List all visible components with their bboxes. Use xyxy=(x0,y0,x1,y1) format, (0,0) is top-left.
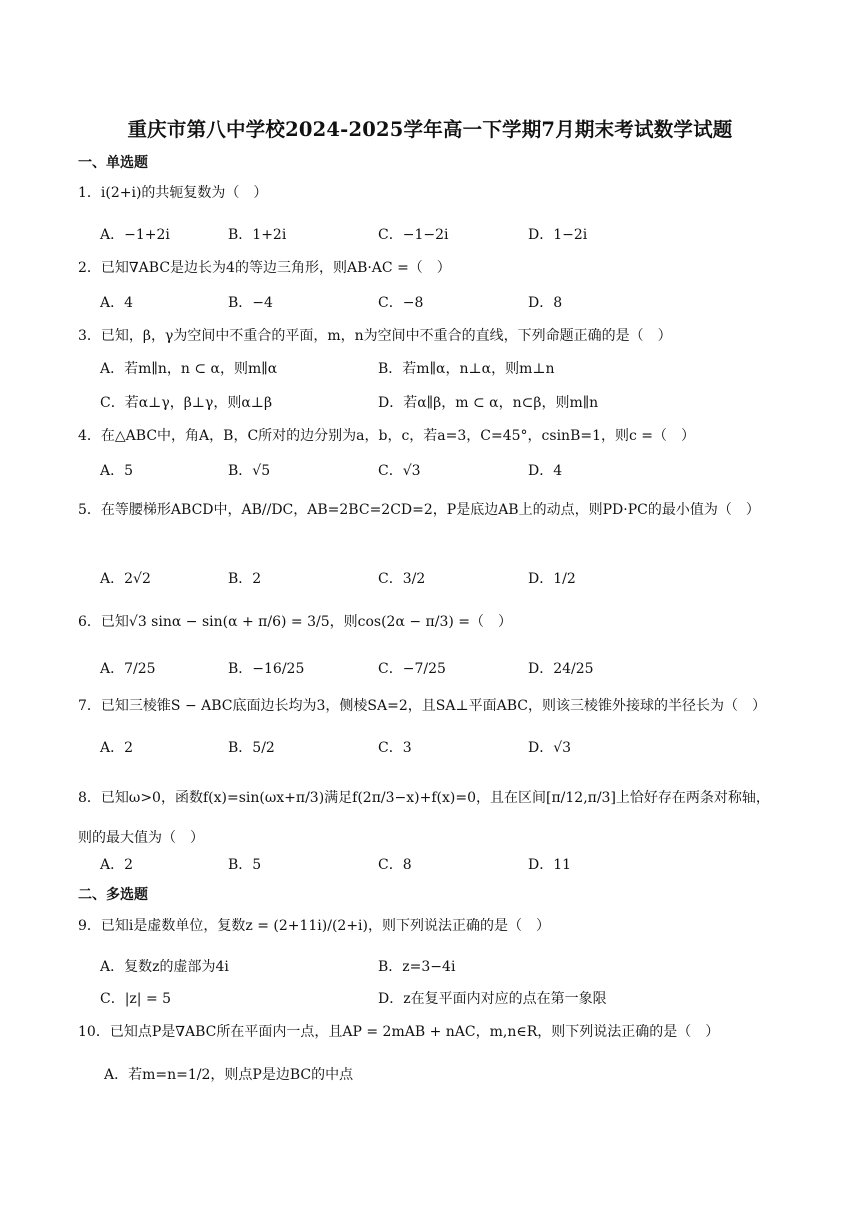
option-c: C．3/2 xyxy=(378,571,426,587)
question-9-options-row2 xyxy=(100,988,800,1010)
option-b: B．1+2i xyxy=(228,227,287,243)
option-c: C．√3 xyxy=(378,463,421,479)
question-6-options xyxy=(100,658,800,680)
option-a: A．2 xyxy=(100,740,134,756)
option-c: C．3 xyxy=(378,740,412,756)
option-a: A．−1+2i xyxy=(100,227,170,243)
question-2: 2．已知∇ABC是边长为4的等边三角形，则AB·AC =（ ） xyxy=(78,260,451,276)
question-5-options xyxy=(100,568,800,590)
option-d: D．1/2 xyxy=(528,571,576,587)
question-8-options xyxy=(100,854,800,876)
question-7-options xyxy=(100,737,800,759)
option-b: B．−4 xyxy=(228,295,273,311)
option-c: C．8 xyxy=(378,857,412,873)
option-d: D．z在复平面内对应的点在第一象限 xyxy=(378,991,607,1007)
option-d: D．11 xyxy=(528,857,572,873)
question-1-options xyxy=(100,224,800,246)
option-a: A．2 xyxy=(100,857,134,873)
question-6: 6．已知√3 sinα − sin(α + π/6) = 3/5，则cos(2α − π/3) =（ ） xyxy=(78,614,512,630)
option-c: C．−8 xyxy=(378,295,424,311)
option-a: A．7/25 xyxy=(100,661,156,677)
option-d: D．若α∥β，m ⊂ α，n⊂β，则m∥n xyxy=(378,395,599,411)
page-title: 重庆市第八中学校2024-2025学年高一下学期7月期末考试数学试题 xyxy=(127,118,733,141)
option-a: A．若m=n=1/2，则点P是边BC的中点 xyxy=(104,1067,354,1083)
question-9: 9．已知i是虚数单位，复数z = (2+11i)/(2+i)，则下列说法正确的是（ ） xyxy=(78,918,550,934)
option-c: C．−7/25 xyxy=(378,661,446,677)
question-9-options-row1 xyxy=(100,956,800,978)
option-b: B．5 xyxy=(228,857,262,873)
question-3-options-row2 xyxy=(100,392,800,414)
option-a: A．2√2 xyxy=(100,571,151,587)
option-d: D．24/25 xyxy=(528,661,594,677)
option-b: B．−16/25 xyxy=(228,661,305,677)
option-c: C．若α⊥γ，β⊥γ，则α⊥β xyxy=(100,395,273,411)
option-a: A．5 xyxy=(100,463,134,479)
question-8: 8．已知ω>0，函数f(x)=sin(ωx+π/3)满足f(2π/3−x)+f(x)=0，且在区间[π/12,π/3]上恰好存在两条对称轴，则的最大值为（ ） xyxy=(78,790,770,846)
question-3-options-row1 xyxy=(100,358,800,380)
question-2-options xyxy=(100,292,800,314)
section-multiple-choice: 二、多选题 xyxy=(78,887,148,903)
option-b: B．z=3−4i xyxy=(378,959,456,975)
option-d: D．√3 xyxy=(528,740,572,756)
question-5: 5．在等腰梯形ABCD中，AB//DC，AB=2BC=2CD=2，P是底边AB上的动点，则PD·PC的最小值为（ ） xyxy=(78,502,760,518)
question-10: 10．已知点P是∇ABC所在平面内一点，且AP = 2mAB + nAC，m,n∈R，则下列说法正确的是（ ） xyxy=(78,1024,720,1040)
option-b: B．2 xyxy=(228,571,262,587)
option-a: A．4 xyxy=(100,295,134,311)
option-a: A．若m∥n，n ⊂ α，则m∥α xyxy=(100,361,278,377)
question-7: 7．已知三棱锥S − ABC底面边长均为3，侧棱SA=2，且SA⊥平面ABC，则该三棱锥外接球的半径长为（ ） xyxy=(78,698,766,714)
option-d: D．4 xyxy=(528,463,563,479)
question-10-options xyxy=(104,1064,804,1086)
option-c: C．|z| = 5 xyxy=(100,991,172,1007)
option-c: C．−1−2i xyxy=(378,227,449,243)
option-b: B．若m∥α，n⊥α，则m⊥n xyxy=(378,361,555,377)
option-d: D．1−2i xyxy=(528,227,588,243)
option-a: A．复数z的虚部为4i xyxy=(100,959,229,975)
option-b: B．5/2 xyxy=(228,740,275,756)
question-4: 4．在△ABC中，角A，B，C所对的边分别为a，b，c，若a=3，C=45°，csinB=1，则c =（ ） xyxy=(78,428,696,444)
option-d: D．8 xyxy=(528,295,563,311)
question-3: 3．已知，β，γ为空间中不重合的平面，m，n为空间中不重合的直线，下列命题正确的是（ ） xyxy=(78,328,672,344)
option-b: B．√5 xyxy=(228,463,271,479)
section-single-choice: 一、单选题 xyxy=(78,155,148,171)
question-4-options xyxy=(100,460,800,482)
question-1: 1．i(2+i)的共轭复数为（ ） xyxy=(78,185,268,201)
